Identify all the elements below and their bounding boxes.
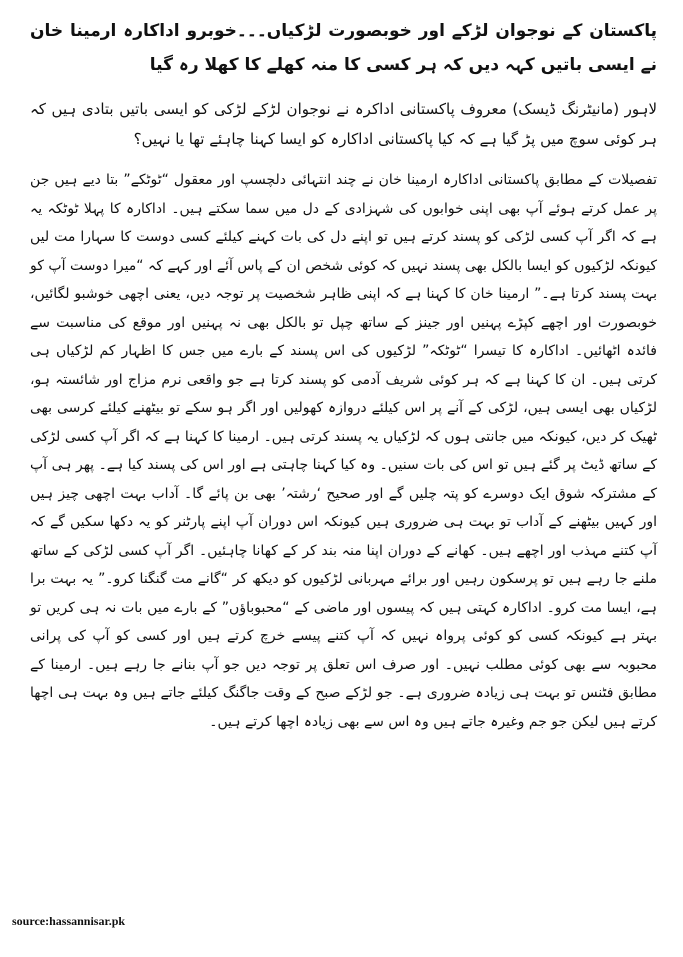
article-body: تفصیلات کے مطابق پاکستانی اداکارہ ارمینا خان نے چند انتہائی دلچسپ اور معقول “ٹوٹکے” بتا دیے ہیں جن پر عمل کرتے ہوئے آپ بھی اپنی خوابوں کی شہزادی کے دل میں سما سکتے ہیں۔ اداکارہ کا پہلا ٹوٹکہ یہ ہے کہ اگر آپ کسی لڑکی کو پسند کرتے ہیں تو اپنے دل کی بات کہنے کیلئے کسی دوست کا سہارا مت لیں کیونکہ لڑکیوں کو ایسا بالکل بھی پسند نہیں کہ کوئی شخص ان کے پاس آئے اور کہے کہ “میرا دوست آپ کو بہت پسند کرتا ہے۔” ارمینا خان کا کہنا ہے کہ اپنی ظاہر شخصیت پر توجہ دیں، یعنی اچھی خوشبو لگائیں، خوبصورت اور اچھے کپڑے پہنیں اور جینز کے ساتھ چپل تو بالکل بھی نہ پہنیں اور موقع کی مناسبت سے فائدہ اٹھائیں۔ اداکارہ کا تیسرا “ٹوٹکہ” لڑکیوں کی اس پسند کے بارے میں جس کا اظہار کم لڑکیاں ہی کرتی ہیں۔ ان کا کہنا ہے کہ ہر کوئی شریف آدمی کو پسند کرتا ہے جو واقعی نرم مزاج اور شائستہ ہو، لڑکیاں بھی ایسی ہیں، لڑکی کے آنے پر اس کیلئے دروازہ کھولیں اور اگر ہو سکے تو بیٹھنے کیلئے کرسی بھی ٹھیک کر دیں، کیونکہ میں جانتی ہوں کہ لڑکیاں یہ پسند کرتی ہیں۔ ارمینا کا کہنا ہے کہ اگر آپ کسی لڑکی کے ساتھ ڈیٹ پر گئے ہیں تو اس کی بات سنیں۔ وہ کیا کہنا چاہتی ہے اور اس کی پسند کیا ہے۔ پھر ہی آپ کے مشترکہ شوق ایک دوسرے کو پتہ چلیں گے اور صحیح ‘رشتہ’ بھی بن پائے گا۔ آداب بہت اچھی چیز ہیں اور کہیں بیٹھنے کے آداب تو بہت ہی ضروری ہیں کیونکہ اس دوران آپ اپنے پارٹنر کو یہ دکھا سکیں گے کہ آپ کتنے مہذب اور اچھے ہیں۔ کھانے کے دوران اپنا منہ بند کر کے کھانا چاہئیں۔ اگر آپ کسی لڑکی کے ساتھ ملنے جا رہے ہیں تو پرسکون رہیں اور برائے مہربانی لڑکیوں کو دیکھ کر “گانے مت گنگنا کرو۔” یہ بہت برا ہے، ایسا مت کرو۔ اداکارہ کہتی ہیں کہ پیسوں اور ماضی کے “محبوباؤں” کے بارے میں بات نہ ہی کریں تو بہتر ہے کیونکہ کسی کو کوئی پرواہ نہیں کہ آپ کتنے پیسے خرچ کرتے ہیں اور کسی کو آپ کی پرانی محبوبہ سے بھی کوئی مطلب نہیں۔ اور صرف اس تعلق پر توجہ دیں جو آپ بنانے جا رہے ہیں۔ ارمینا کے مطابق فٹنس تو بہت ہی زیادہ ضروری ہے۔ جو لڑکے صبح کے وقت جاگنگ کیلئے جاتے ہیں وہ بہت ہی اچھا کرتے ہیں لیکن جو جم وغیرہ جاتے ہیں وہ اس سے بھی زیادہ اچھا کرتے ہیں۔ [30, 172, 657, 730]
source-credit: source:hassannisar.pk [12, 914, 126, 928]
article-headline: پاکستان کے نوجوان لڑکے اور خوبصورت لڑکیاں۔۔۔خوبرو اداکارہ ارمینا خان نے ایسی باتیں کہہ دیں کہ ہر کسی کا منہ کھلے کا کھلا رہ گیا [30, 21, 657, 75]
article-intro: لاہور (مانیٹرنگ ڈیسک) معروف پاکستانی اداکرہ نے نوجوان لڑکے لڑکی کو ایسی باتیں بتادی ہیں کہ ہر کوئی سوچ میں پڑ گیا ہے کہ کیا پاکستانی اداکارہ کو ایسا کہنا چاہئے تھا یا نہیں؟ [30, 100, 657, 148]
